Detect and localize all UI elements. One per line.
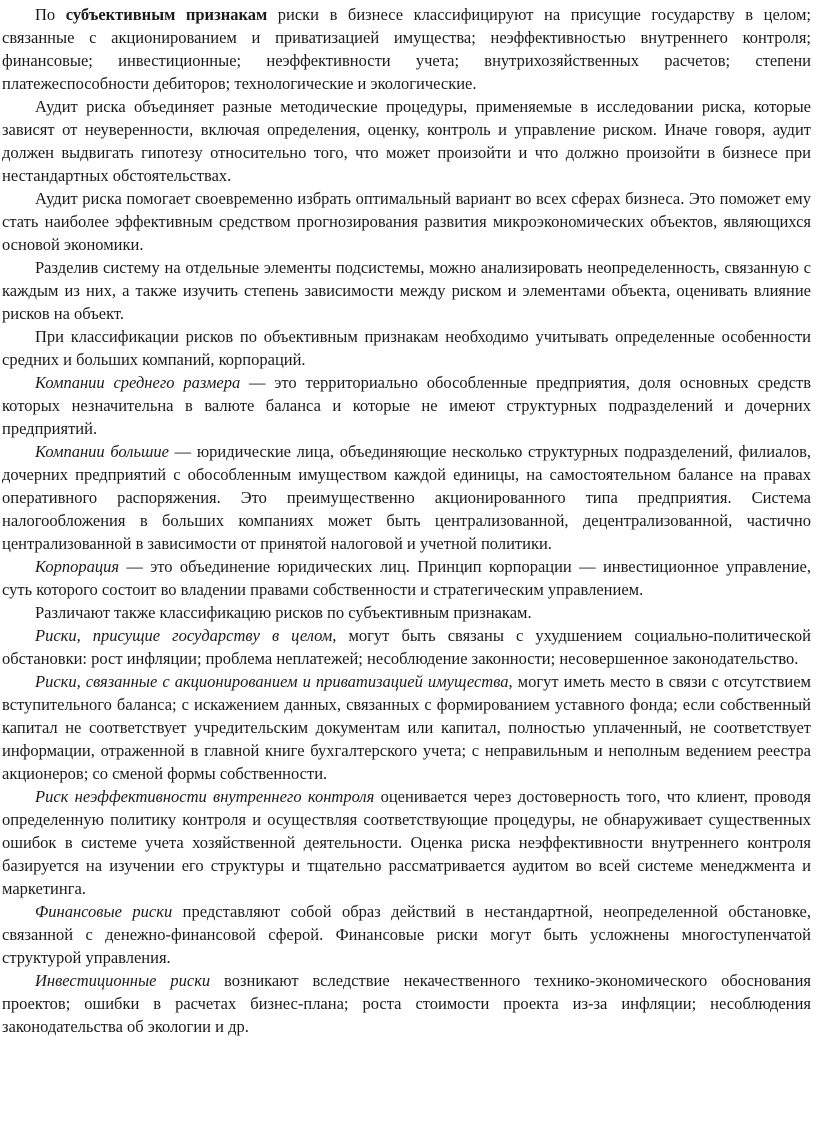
paragraph-financial-risks — [2, 900, 811, 969]
paragraph-text: могут иметь место в связи с отсутствием вступительного баланса; с искажением данных, связанных с формированием уставного фонда; если собственный капитал не соответствует учредительским документам или капитал, полностью уплаченный, не соответствует информации, отраженной в главной книге бухгалтерского учета; с неправильным и неполным ведением реестра акционеров; со сменой формы собственности. — [2, 672, 811, 783]
paragraph-subjective-intro: Различают также классификацию рисков по субъективным признакам. — [35, 603, 532, 622]
paragraph-objective-classification: При классификации рисков по объективным признакам необходимо учитывать определенные особенности средних и больших компаний, корпораций. — [2, 327, 811, 369]
italic-term: Компании большие — [35, 442, 169, 461]
paragraph-corporation — [2, 555, 811, 601]
paragraph-medium-companies — [2, 371, 811, 440]
paragraph-text: — это объединение юридических лиц. Принцип корпорации — инвестиционное управление, суть которого состоит во владении правами собственности и стратегическим управлением. — [2, 557, 811, 599]
italic-term: Корпорация — [35, 557, 119, 576]
paragraph-text: По — [35, 5, 66, 24]
italic-term: Риск неэффективности внутреннего контроля — [35, 787, 375, 806]
paragraph-text: риски в бизнесе классифицируют на присущие государству в целом; связанные с акционированием и приватизацией имущества; неэффективностью внутреннего контроля; финансовые; инвестиционные; неэффективности учета; внутрихозяйственных расчетов; степени платежеспособности дебиторов; технологические и экологические. — [2, 5, 812, 93]
bold-term: субъективным признакам — [65, 5, 268, 24]
paragraph-system-decomposition: Разделив систему на отдельные элементы подсистемы, можно анализировать неопределенность, связанную с каждым из них, а также изучить степень зависимости между риском и элементами объекта, оценивать влияние рисков на объект. — [2, 258, 811, 323]
paragraph-text: могут быть связаны с ухудшением социально-политической обстановки: рост инфляции; проблема неплатежей; несоблюдение законности; несовершенное законодательство. — [2, 626, 811, 668]
paragraph-privatization-risks — [2, 670, 811, 785]
italic-term: Риски, связанные с акционированием и приватизацией имущества, — [35, 672, 513, 691]
paragraph-state-risks — [2, 624, 811, 670]
italic-term: Компании среднего размера — [35, 373, 241, 392]
italic-term: Инвестиционные риски — [35, 971, 211, 990]
italic-term: Финансовые риски — [35, 902, 173, 921]
paragraph-large-companies — [2, 440, 811, 555]
paragraph-text: возникают вследствие некачественного технико-экономического обоснования проектов; ошибки в расчетах бизнес-плана; роста стоимости проекта из-за инфляции; несоблюдения законодательства об экологии и др. — [2, 971, 811, 1036]
paragraph-risk-audit-benefits: Аудит риска помогает своевременно избрать оптимальный вариант во всех сферах бизнеса. Это поможет ему стать наиболее эффективным средством прогнозирования развития микроэкономических объектов, являющихся основой экономики. — [2, 189, 811, 254]
paragraph-text: представляют собой образ действий в нестандартной, неопределенной обстановке, связанной с денежно-финансовой сферой. Финансовые риски могут быть усложнены многоступенчатой структурой управления. — [2, 902, 811, 967]
paragraph-investment-risks — [2, 969, 811, 1038]
paragraph-text: — это территориально обособленные предприятия, доля основных средств которых незначительна в валюте баланса и которые не имеют структурных подразделений и дочерних предприятий. — [2, 373, 811, 438]
italic-term: Риски, присущие государству в целом, — [35, 626, 337, 645]
paragraph-risk-audit-procedures: Аудит риска объединяет разные методические процедуры, применяемые в исследовании риска, которые зависят от неуверенности, включая определения, оценку, контроль и управление риском. Иначе говоря, аудит должен выдвигать гипотезу относительно того, что может произойти и что должно произойти в бизнесе при нестандартных обстоятельствах. — [2, 97, 811, 185]
paragraph-text: оценивается через достоверность того, что клиент, проводя определенную политику контроля и осуществляя соответствующие процедуры, не обнаруживает существенных ошибок в системе учета хозяйственной деятельности. Оценка риска неэффективности внутреннего контроля базируется на изучении его структуры и тщательно рассматривается аудитом во всей системе менеджмента и маркетинга. — [2, 787, 811, 898]
paragraph-subjective-classification — [2, 3, 811, 95]
paragraph-text: — юридические лица, объединяющие несколько структурных подразделений, филиалов, дочерних предприятий с обособленным имуществом каждой единицы, на самостоятельном балансе на правах оперативного распоряжения. Это преимущественно акционированного типа предприятия. Система налогообложения в больших компаниях может быть централизованной, децентрализованной, частично централизованной в зависимости от принятой налоговой и учетной политики. — [2, 442, 811, 553]
paragraph-internal-control-risk — [2, 785, 811, 900]
